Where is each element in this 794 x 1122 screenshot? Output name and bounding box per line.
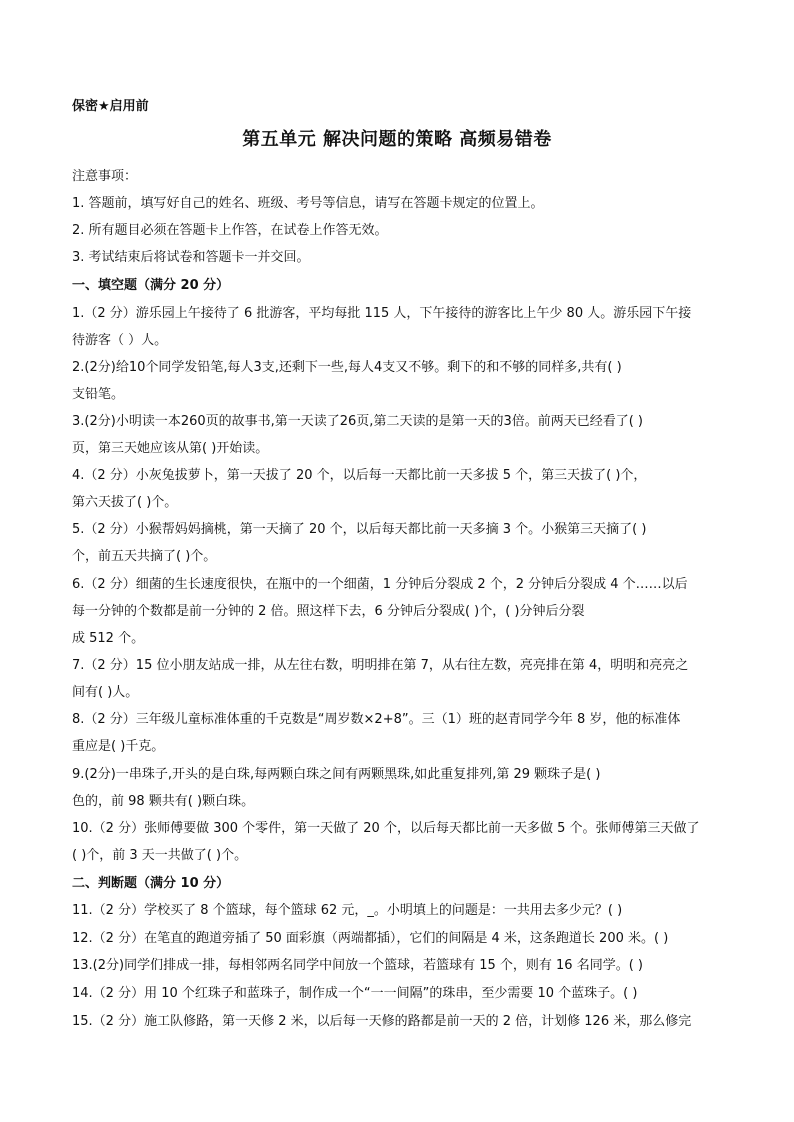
- question-line: 11.（2 分）学校买了 8 个篮球，每个篮球 62 元，_。小明填上的问题是：一共用去多少元？( ): [72, 903, 623, 918]
- section-heading-true-false: 二、判断题（满分 10 分）: [72, 876, 230, 891]
- question-line: 待游客（ ）人。: [72, 333, 168, 348]
- section-heading-fill-in: 一、填空题（满分 20 分）: [72, 278, 230, 293]
- question-line: 12.（2 分）在笔直的跑道旁插了 50 面彩旗（两端都插），它们的间隔是 4 米，这条跑道长 200 米。( ): [72, 931, 669, 946]
- question-line: 8.（2 分）三年级儿童标准体重的千克数是“周岁数×2+8”。三（1）班的赵青同学今年 8 岁，他的标准体: [72, 712, 681, 727]
- question-line: 9.(2分)一串珠子,开头的是白珠,每两颗白珠之间有两颗黑珠,如此重复排列,第 29 颗珠子是( ): [72, 767, 601, 782]
- question-line: 6.（2 分）细菌的生长速度很快，在瓶中的一个细菌，1 分钟后分裂成 2 个，2 分钟后分裂成 4 个……以后: [72, 577, 688, 592]
- question-line: 5.（2 分）小猴帮妈妈摘桃，第一天摘了 20 个，以后每天都比前一天多摘 3 个。小猴第三天摘了( ): [72, 522, 647, 537]
- question-line: 成 512 个。: [72, 631, 145, 646]
- question-line: 15.（2 分）施工队修路，第一天修 2 米，以后每一天修的路都是前一天的 2 倍，计划修 126 米，那么修完: [72, 1014, 692, 1029]
- notice-item: 2. 所有题目必须在答题卡上作答，在试卷上作答无效。: [72, 223, 388, 238]
- question-line: 每一分钟的个数都是前一分钟的 2 倍。照这样下去，6 分钟后分裂成( )个，( )分钟后分裂: [72, 604, 585, 619]
- page-title: 第五单元 解决问题的策略 高频易错卷: [242, 129, 552, 150]
- question-line: 10.（2 分）张师傅要做 300 个零件，第一天做了 20 个，以后每天都比前一天多做 5 个。张师傅第三天做了: [72, 821, 700, 836]
- question-line: 支铅笔。: [72, 387, 125, 402]
- question-line: 7.（2 分）15 位小朋友站成一排，从左往右数，明明排在第 7，从右往左数，亮亮排在第 4，明明和亮亮之: [72, 658, 689, 673]
- notice-item: 3. 考试结束后将试卷和答题卡一并交回。: [72, 250, 310, 265]
- question-line: 间有( )人。: [72, 685, 139, 700]
- question-line: 个，前五天共摘了( )个。: [72, 549, 217, 564]
- question-line: 重应是( )千克。: [72, 739, 165, 754]
- question-line: 3.(2分)小明读一本260页的故事书,第一天读了26页,第二天读的是第一天的3倍。前两天已经看了( ): [72, 414, 643, 429]
- question-line: 2.(2分)给10个同学发铅笔,每人3支,还剩下一些,每人4支又不够。剩下的和不够的同样多,共有( ): [72, 360, 622, 375]
- question-line: 4.（2 分）小灰兔拔萝卜，第一天拔了 20 个，以后每一天都比前一天多拔 5 个，第三天拔了( )个，: [72, 468, 647, 483]
- question-line: 色的，前 98 颗共有( )颗白珠。: [72, 794, 255, 809]
- question-line: 1.（2 分）游乐园上午接待了 6 批游客，平均每批 115 人，下午接待的游客比上午少 80 人。游乐园下午接: [72, 306, 692, 321]
- question-line: 14.（2 分）用 10 个红珠子和蓝珠子，制作成一个“一一间隔”的珠串，至少需要 10 个蓝珠子。( ): [72, 986, 638, 1001]
- question-line: 页，第三天她应该从第( )开始读。: [72, 441, 269, 456]
- notice-item: 1. 答题前，填写好自己的姓名、班级、考号等信息，请写在答题卡规定的位置上。: [72, 196, 544, 211]
- notice-heading: 注意事项：: [72, 169, 138, 184]
- confidential-label: 保密★启用前: [72, 99, 149, 114]
- question-line: 13.(2分)同学们排成一排，每相邻两名同学中间放一个篮球，若篮球有 15 个，则有 16 名同学。( ): [72, 958, 643, 973]
- question-line: ( )个，前 3 天一共做了( )个。: [72, 848, 248, 863]
- question-line: 第六天拔了( )个。: [72, 495, 178, 510]
